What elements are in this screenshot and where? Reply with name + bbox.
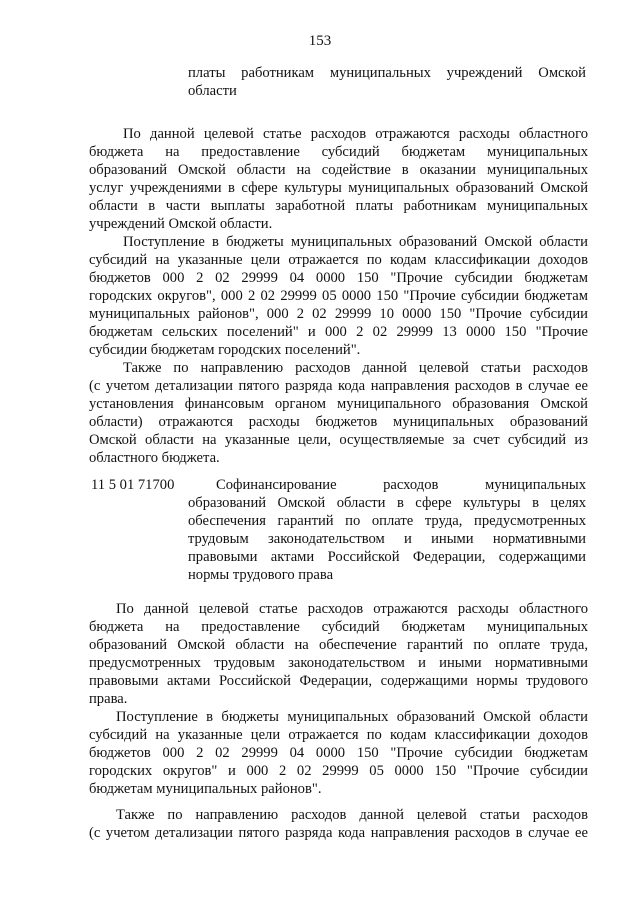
text-line: Также по направлению расходов данной целевой статьи расходов — [116, 807, 588, 823]
section-title-line: обеспечения гарантий по оплате труда, предусмотренных — [188, 513, 586, 529]
text-line: права. — [89, 691, 128, 707]
heading-line: платы работникам муниципальных учреждений Омской — [188, 65, 586, 81]
section-title-line: образований Омской области в сфере культуры в целях — [188, 495, 586, 511]
text-line: По данной целевой статье расходов отражаются расходы областного — [116, 601, 588, 617]
text-line: Поступление в бюджеты муниципальных образований Омской области — [123, 234, 588, 250]
text-line: предусмотренных трудовым законодательством и иными нормативными — [89, 655, 588, 671]
text-line: учреждений Омской области. — [89, 216, 273, 232]
text-line: услуг учреждениями в сфере культуры муниципальных образований Омской — [89, 180, 588, 196]
text-line: образований Омской области на содействие в оказании муниципальных — [89, 162, 588, 178]
text-line: области) отражаются расходы бюджетов муниципальных образований — [89, 414, 588, 430]
text-line: (с учетом детализации пятого разряда кода направления расходов в случае ее — [89, 825, 588, 841]
text-line: Также по направлению расходов данной целевой статьи расходов — [123, 360, 588, 376]
text-line: области в части выплаты заработной платы работникам муниципальных — [89, 198, 588, 214]
text-line: По данной целевой статье расходов отражаются расходы областного — [123, 126, 588, 142]
text-line: установления финансовым органом муниципального образования Омской — [89, 396, 588, 412]
text-line: городских округов", 000 2 02 29999 05 0000 150 "Прочие субсидии бюджетам — [89, 288, 588, 304]
text-line: бюджетов 000 2 02 29999 04 0000 150 "Прочие субсидии бюджетам — [89, 270, 588, 286]
section-code: 11 5 01 71700 — [91, 477, 175, 493]
section-title-line: Софинансирование расходов муниципальных — [216, 477, 586, 493]
heading-line: области — [188, 83, 237, 99]
text-line: бюджетам сельских поселений" и 000 2 02 29999 13 0000 150 "Прочие — [89, 324, 588, 340]
text-line: субсидии бюджетам городских поселений". — [89, 342, 361, 358]
text-line: муниципальных районов", 000 2 02 29999 10 0000 150 "Прочие субсидии — [89, 306, 588, 322]
text-line: бюджетов 000 2 02 29999 04 0000 150 "Прочие субсидии бюджетам — [89, 745, 588, 761]
text-line: Поступление в бюджеты муниципальных образований Омской области — [116, 709, 588, 725]
section-title-line: нормы трудового права — [188, 567, 334, 583]
text-line: (с учетом детализации пятого разряда кода направления расходов в случае ее — [89, 378, 588, 394]
page-number: 153 — [308, 33, 332, 49]
text-line: областного бюджета. — [89, 450, 220, 466]
text-line: образований Омской области на обеспечение гарантий по оплате труда, — [89, 637, 588, 653]
text-line: субсидий на указанные цели отражается по кодам классификации доходов — [89, 727, 588, 743]
text-line: бюджета на предоставление субсидий бюджетам муниципальных — [89, 144, 588, 160]
section-title-line: трудовым законодательством и иными нормативными — [188, 531, 586, 547]
text-line: городских округов" и 000 2 02 29999 05 0000 150 "Прочие субсидии — [89, 763, 588, 779]
text-line: субсидий на указанные цели отражается по кодам классификации доходов — [89, 252, 588, 268]
text-line: Омской области на указанные цели, осуществляемые за счет субсидий из — [89, 432, 588, 448]
section-title-line: правовыми актами Российской Федерации, содержащими — [188, 549, 586, 565]
text-line: бюджетам муниципальных районов". — [89, 781, 322, 797]
text-line: правовыми актами Российской Федерации, содержащими нормы трудового — [89, 673, 588, 689]
text-line: бюджета на предоставление субсидий бюджетам муниципальных — [89, 619, 588, 635]
